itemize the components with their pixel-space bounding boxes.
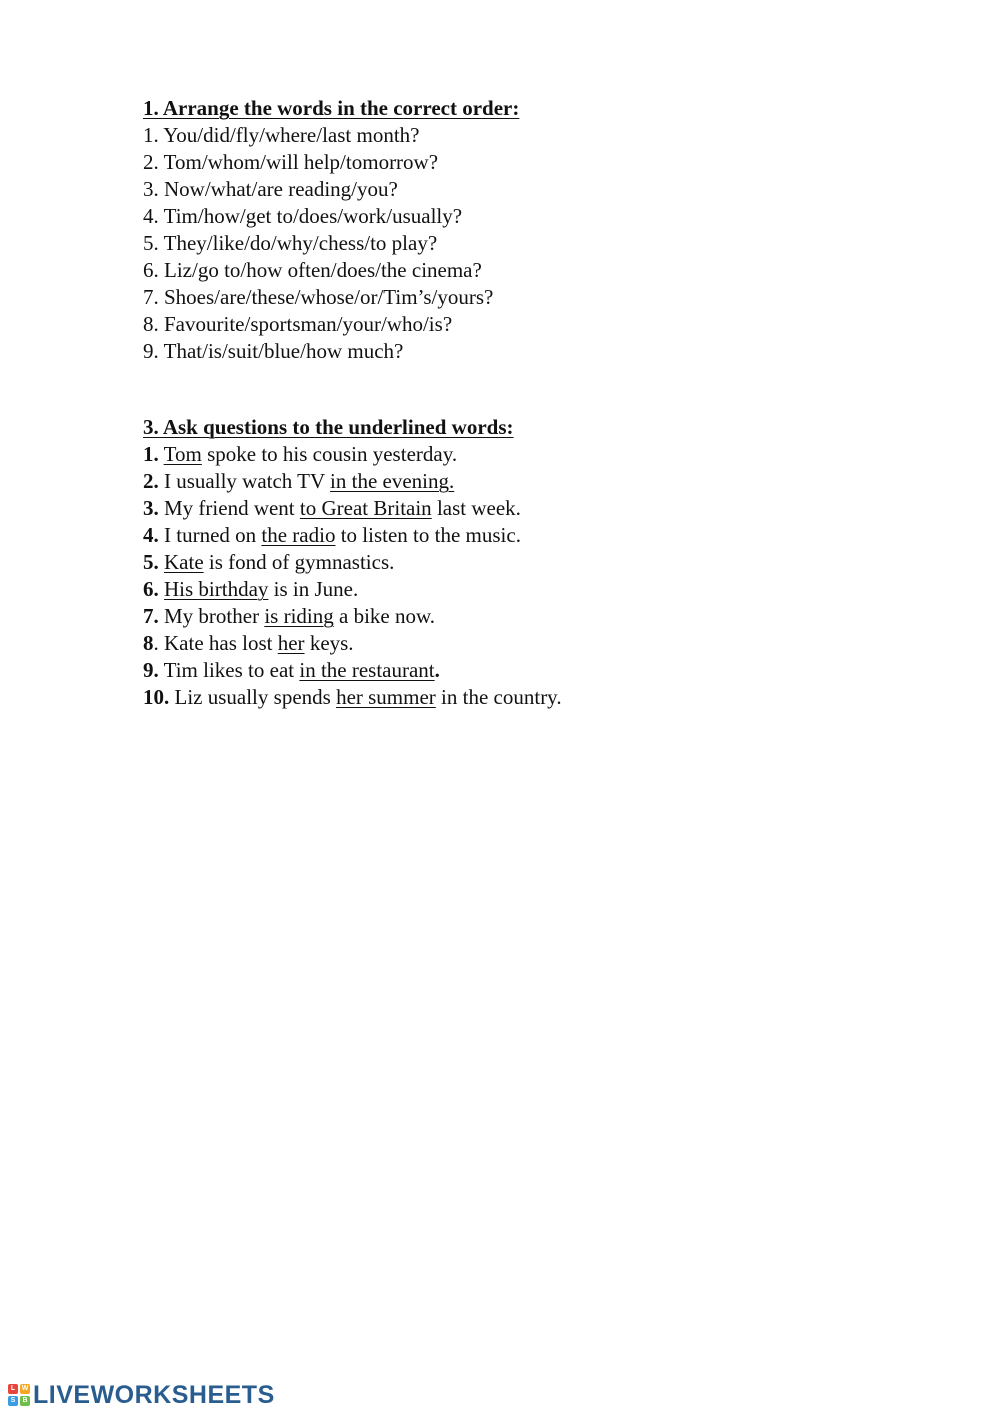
- item-text: a bike now.: [333, 604, 436, 628]
- exercise-item: [143, 495, 903, 522]
- item-text: I turned on: [158, 523, 262, 547]
- underlined-words: Tom: [163, 442, 202, 466]
- item-text: Tim likes to eat: [158, 658, 300, 682]
- underlined-words: in the evening.: [330, 469, 455, 493]
- exercise-item: [143, 684, 903, 711]
- exercise-item: [143, 522, 903, 549]
- item-text: Liz usually spends: [169, 685, 337, 709]
- exercise-item: [143, 549, 903, 576]
- underlined-words: her summer: [336, 685, 436, 709]
- item-text: I usually watch TV: [158, 469, 331, 493]
- item-text: spoke to his cousin yesterday.: [201, 442, 458, 466]
- item-text: is in June.: [268, 577, 359, 601]
- item-text: . Kate has lost: [153, 631, 278, 655]
- item-text: My brother: [158, 604, 265, 628]
- ask-questions-section: [143, 414, 903, 711]
- item-text: is fond of gymnastics.: [203, 550, 395, 574]
- liveworksheets-logo: [8, 1380, 275, 1410]
- underlined-words: in the restaurant: [299, 658, 435, 682]
- item-text: My friend went: [158, 496, 300, 520]
- item-text: to listen to the music.: [335, 523, 521, 547]
- logo-mark-tile: S: [8, 1396, 18, 1406]
- item-text: keys.: [304, 631, 354, 655]
- exercise-item: 3. Now/what/are reading/you?: [143, 177, 398, 201]
- exercise-item: [143, 630, 903, 657]
- item-number: 5.: [143, 550, 159, 574]
- item-number: 1.: [143, 442, 159, 466]
- exercise-item: 8. Favourite/sportsman/your/who/is?: [143, 312, 453, 336]
- exercise-item: [143, 576, 903, 603]
- underlined-words: to Great Britain: [299, 496, 432, 520]
- item-number: 9.: [143, 658, 159, 682]
- item-number: 8: [143, 631, 154, 655]
- exercise-item: 6. Liz/go to/how often/does/the cinema?: [143, 258, 482, 282]
- logo-mark-tile: W: [21, 1385, 29, 1392]
- exercise-item: 7. Shoes/are/these/whose/or/Tim’s/yours?: [143, 285, 494, 309]
- underlined-words: the radio: [261, 523, 336, 547]
- exercise-item: 9. That/is/suit/blue/how much?: [143, 339, 404, 363]
- logo-text: LIVEWORKSHEETS: [33, 1381, 275, 1409]
- section-heading: 3. Ask questions to the underlined words:: [143, 415, 514, 439]
- arrange-words-section: [143, 95, 903, 365]
- exercise-item: [143, 468, 903, 495]
- item-number: 4.: [143, 523, 159, 547]
- item-number: 7.: [143, 604, 159, 628]
- exercise-item: 2. Tom/whom/will help/tomorrow?: [143, 150, 439, 174]
- underlined-words: her: [277, 631, 305, 655]
- underlined-words: Kate: [164, 550, 204, 574]
- exercise-item: [143, 603, 903, 630]
- section-heading: 1. Arrange the words in the correct order:: [143, 96, 520, 120]
- exercise-item: 4. Tim/how/get to/does/work/usually?: [143, 204, 463, 228]
- exercise-item: 1. You/did/fly/where/last month?: [143, 123, 420, 147]
- exercise-item: [143, 657, 903, 684]
- item-number: 6.: [143, 577, 159, 601]
- logo-mark-icon: [8, 1384, 30, 1406]
- exercise-item: [143, 441, 903, 468]
- logo-mark-tile: L: [8, 1384, 18, 1394]
- item-number: 3.: [143, 496, 159, 520]
- item-number: 10.: [143, 685, 170, 709]
- underlined-words: His birthday: [164, 577, 269, 601]
- item-text: last week.: [431, 496, 521, 520]
- logo-mark-tile: B: [20, 1396, 30, 1406]
- underlined-words: is riding: [264, 604, 334, 628]
- item-number: 2.: [143, 469, 159, 493]
- exercise-item: 5. They/like/do/why/chess/to play?: [143, 231, 438, 255]
- item-text: in the country.: [435, 685, 562, 709]
- item-end: .: [434, 658, 440, 682]
